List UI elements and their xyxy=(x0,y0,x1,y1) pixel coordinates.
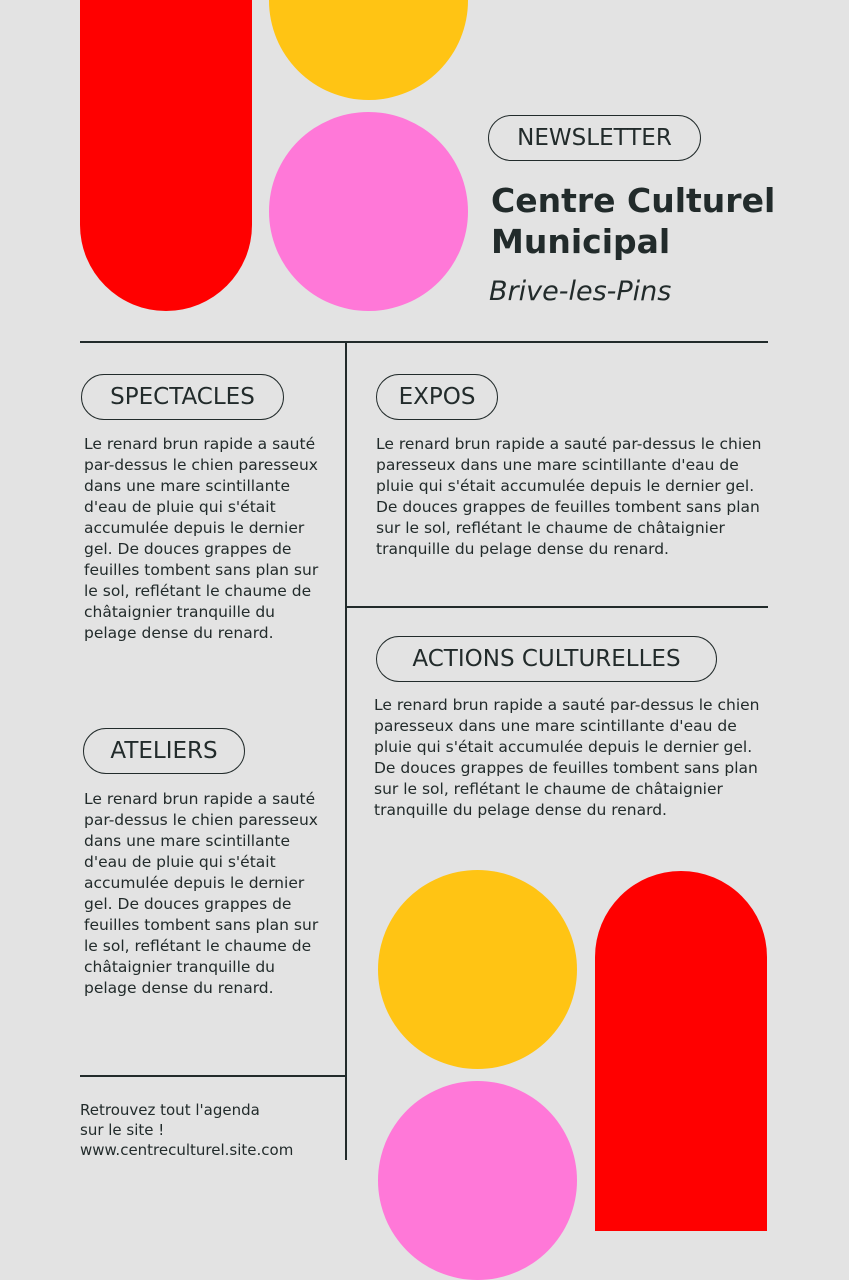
decorative-pink-circle-top xyxy=(269,112,468,311)
footer-line-2: sur le site ! xyxy=(80,1121,165,1139)
section-label-actions-culturelles: ACTIONS CULTURELLES xyxy=(376,636,717,682)
section-text-actions-culturelles: Le renard brun rapide a sauté par-dessus le chien paresseux dans une mare scintillante d'eau de pluie qui s'était accumulée depuis le dernier gel. De douces grappes de feuilles tombent sans plan sur le sol, reflétant le chaume de châtaignier tranquille du pelage dense du renard. xyxy=(374,696,760,819)
divider-middle xyxy=(346,606,768,608)
section-text-expos: Le renard brun rapide a sauté par-dessus le chien paresseux dans une mare scintillante d'eau de pluie qui s'était accumulée depuis le dernier gel. De douces grappes de feuilles tombent sans plan sur le sol, reflétant le chaume de châtaignier tranquille du pelage dense du renard. xyxy=(376,435,762,558)
page-title xyxy=(491,180,831,262)
decorative-pink-circle-bottom xyxy=(378,1081,577,1280)
footer-line-1: Retrouvez tout l'agenda xyxy=(80,1101,260,1119)
title-line-2: Municipal xyxy=(491,222,671,261)
city-subtitle: Brive-les-Pins xyxy=(489,276,672,307)
divider-vertical xyxy=(345,342,347,1160)
section-label-ateliers: ATELIERS xyxy=(83,728,245,774)
decorative-red-arch-top xyxy=(80,0,252,311)
title-line-1: Centre Culturel xyxy=(491,181,776,220)
section-text-ateliers: Le renard brun rapide a sauté par-dessus le chien paresseux dans une mare scintillante d'eau de pluie qui s'était accumulée depuis le dernier gel. De douces grappes de feuilles tombent sans plan sur le sol, reflétant le chaume de châtaignier tranquille du pelage dense du renard. xyxy=(84,790,319,997)
newsletter-badge: NEWSLETTER xyxy=(488,115,701,161)
decorative-yellow-circle-top xyxy=(269,0,468,100)
section-label-spectacles: SPECTACLES xyxy=(81,374,284,420)
footer-agenda xyxy=(80,1100,342,1160)
decorative-red-arch-bottom xyxy=(595,871,767,1231)
footer-url: www.centreculturel.site.com xyxy=(80,1141,294,1159)
divider-bottom xyxy=(80,1075,346,1077)
section-text-spectacles: Le renard brun rapide a sauté par-dessus le chien paresseux dans une mare scintillante d'eau de pluie qui s'était accumulée depuis le dernier gel. De douces grappes de feuilles tombent sans plan sur le sol, reflétant le chaume de châtaignier tranquille du pelage dense du renard. xyxy=(84,435,319,642)
decorative-yellow-circle-bottom xyxy=(378,870,577,1069)
section-label-expos: EXPOS xyxy=(376,374,498,420)
divider-top xyxy=(80,341,768,343)
